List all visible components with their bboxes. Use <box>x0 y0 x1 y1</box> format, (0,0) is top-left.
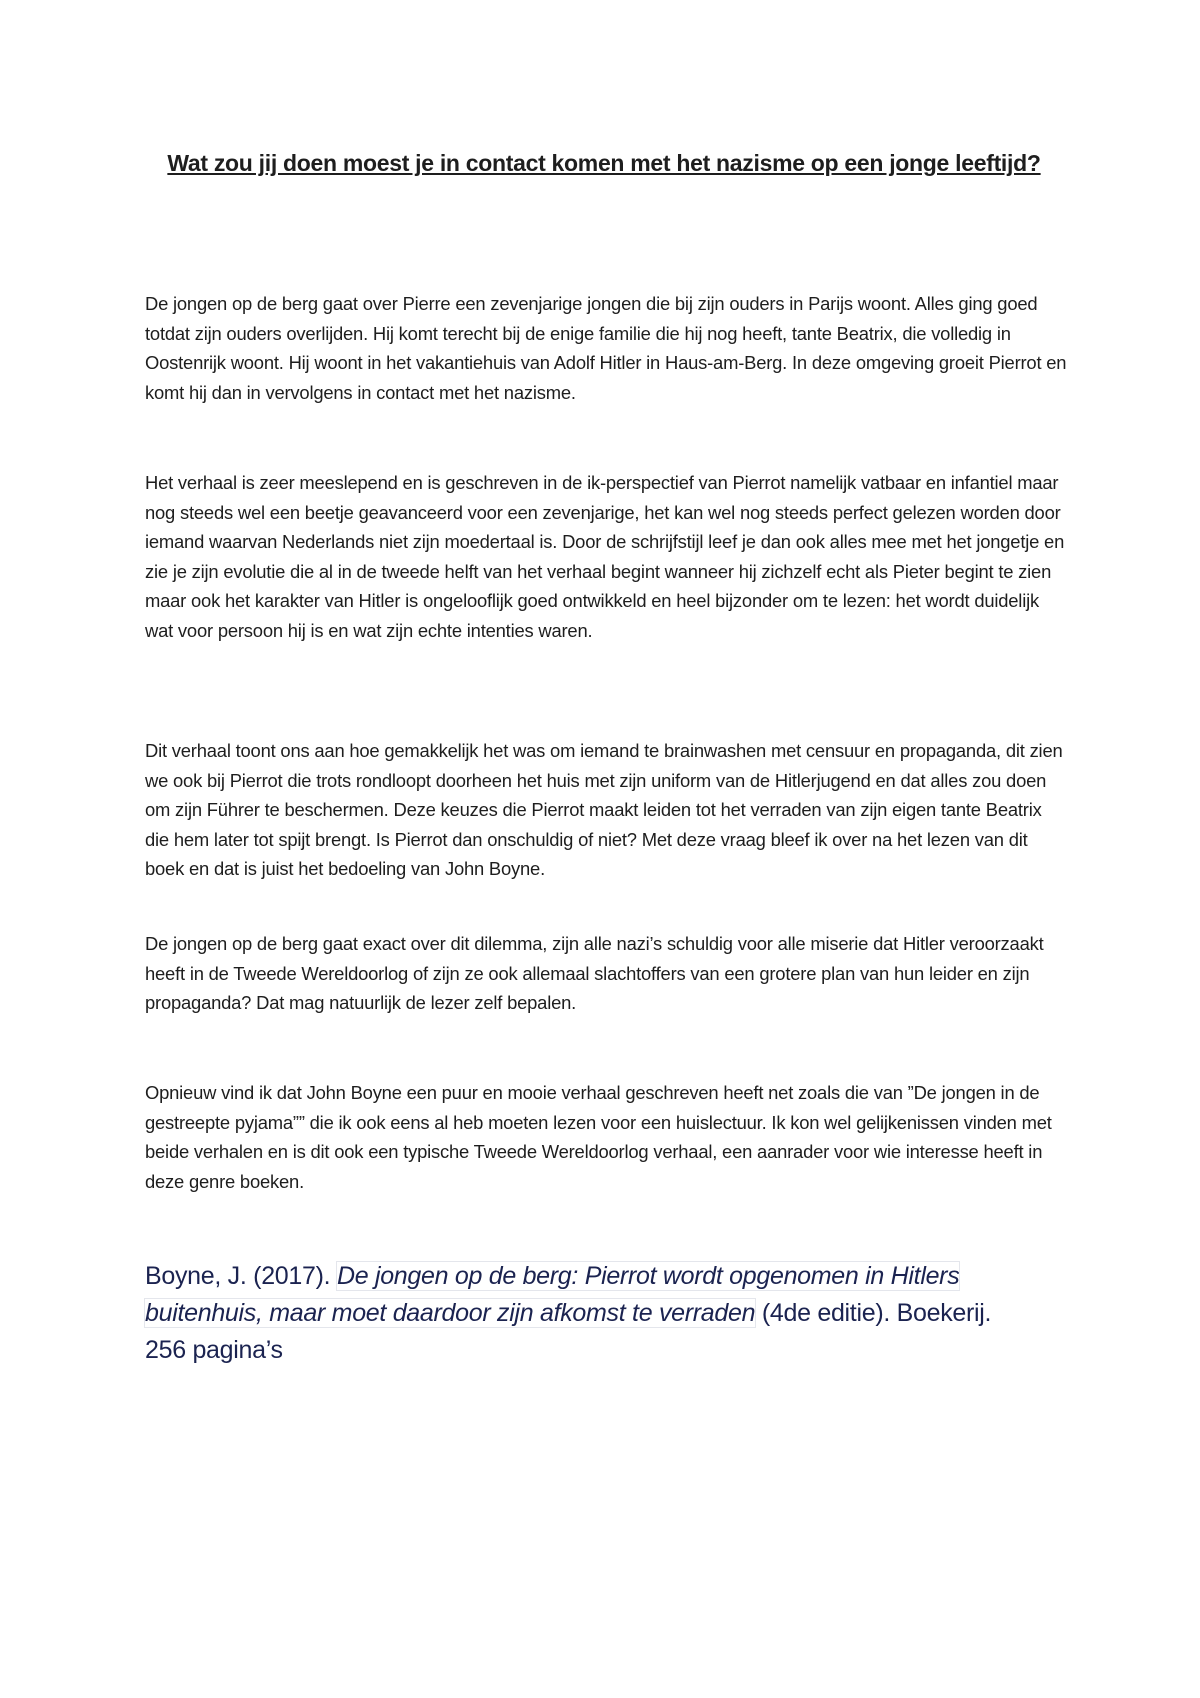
citation-edition-publisher: (4de editie). Boekerij. <box>755 1299 992 1327</box>
paragraph-style: Het verhaal is zeer meeslepend en is geschreven in de ik-perspectief van Pierrot namelijk vatbaar en infantiel maar nog steeds wel een beetje geavanceerd voor een zevenjarige, het kan wel nog steeds perfect gelezen worden door iemand waarvan Nederlands niet zijn moedertaal is. Door de schrijfstijl leef je dan ook alles mee met het jongetje en zie je zijn evolutie die al in de tweede helft van het verhaal begint wanneer hij zichzelf echt als Pieter begint te zien maar ook het karakter van Hitler is ongelooflijk goed ontwikkeld en heel bijzonder om te lezen: het wordt duidelijk wat voor persoon hij is en wat zijn echte intenties waren. <box>145 472 1065 641</box>
paragraph-propaganda: Dit verhaal toont ons aan hoe gemakkelijk het was om iemand te brainwashen met censuur en propaganda, dit zien we ook bij Pierrot die trots rondloopt doorheen het huis met zijn uniform van de Hitlerjugend en dat alles zou doen om zijn Führer te beschermen. Deze keuzes die Pierrot maakt leiden tot het verraden van zijn eigen tante Beatrix die hem later tot spijt brengt. Is Pierrot dan onschuldig of niet? Met deze vraag bleef ik over na het lezen van dit boek en dat is juist het bedoeling van John Boyne. <box>145 740 1063 880</box>
citation <box>145 1258 1065 1369</box>
citation-pages: 256 pagina’s <box>145 1336 283 1364</box>
document-title: Wat zou jij doen moest je in contact komen met het nazisme op een jonge leeftijd? <box>167 150 1041 176</box>
paragraph-summary: De jongen op de berg gaat over Pierre een zevenjarige jongen die bij zijn ouders in Parijs woont. Alles ging goed totdat zijn ouders overlijden. Hij komt terecht bij de enige familie die hij nog heeft, tante Beatrix, die volledig in Oostenrijk woont. Hij woont in het vakantiehuis van Adolf Hitler in Haus-am-Berg. In deze omgeving groeit Pierrot en komt hij dan in vervolgens in contact met het nazisme. <box>145 293 1067 403</box>
paragraph-dilemma: De jongen op de berg gaat exact over dit dilemma, zijn alle nazi’s schuldig voor alle miserie dat Hitler veroorzaakt heeft in de Tweede Wereldoorlog of zijn ze ook allemaal slachtoffers van een grotere plan van hun leider en zijn propaganda? Dat mag natuurlijk de lezer zelf bepalen. <box>145 933 1044 1014</box>
citation-book-title: De jongen op de berg: Pierrot wordt opgenomen in Hitlers buitenhuis, maar moet daardoor zijn afkomst te verraden <box>145 1262 960 1327</box>
citation-author-year: Boyne, J. (2017). <box>145 1262 337 1290</box>
paragraph-conclusion: Opnieuw vind ik dat John Boyne een puur en mooie verhaal geschreven heeft net zoals die van ”De jongen in de gestreepte pyjama”” die ik ook eens al heb moeten lezen voor een huislectuur. Ik kon wel gelijkenissen vinden met beide verhalen en is dit ook een typische Tweede Wereldoorlog verhaal, een aanrader voor wie interesse heeft in deze genre boeken. <box>145 1082 1052 1192</box>
